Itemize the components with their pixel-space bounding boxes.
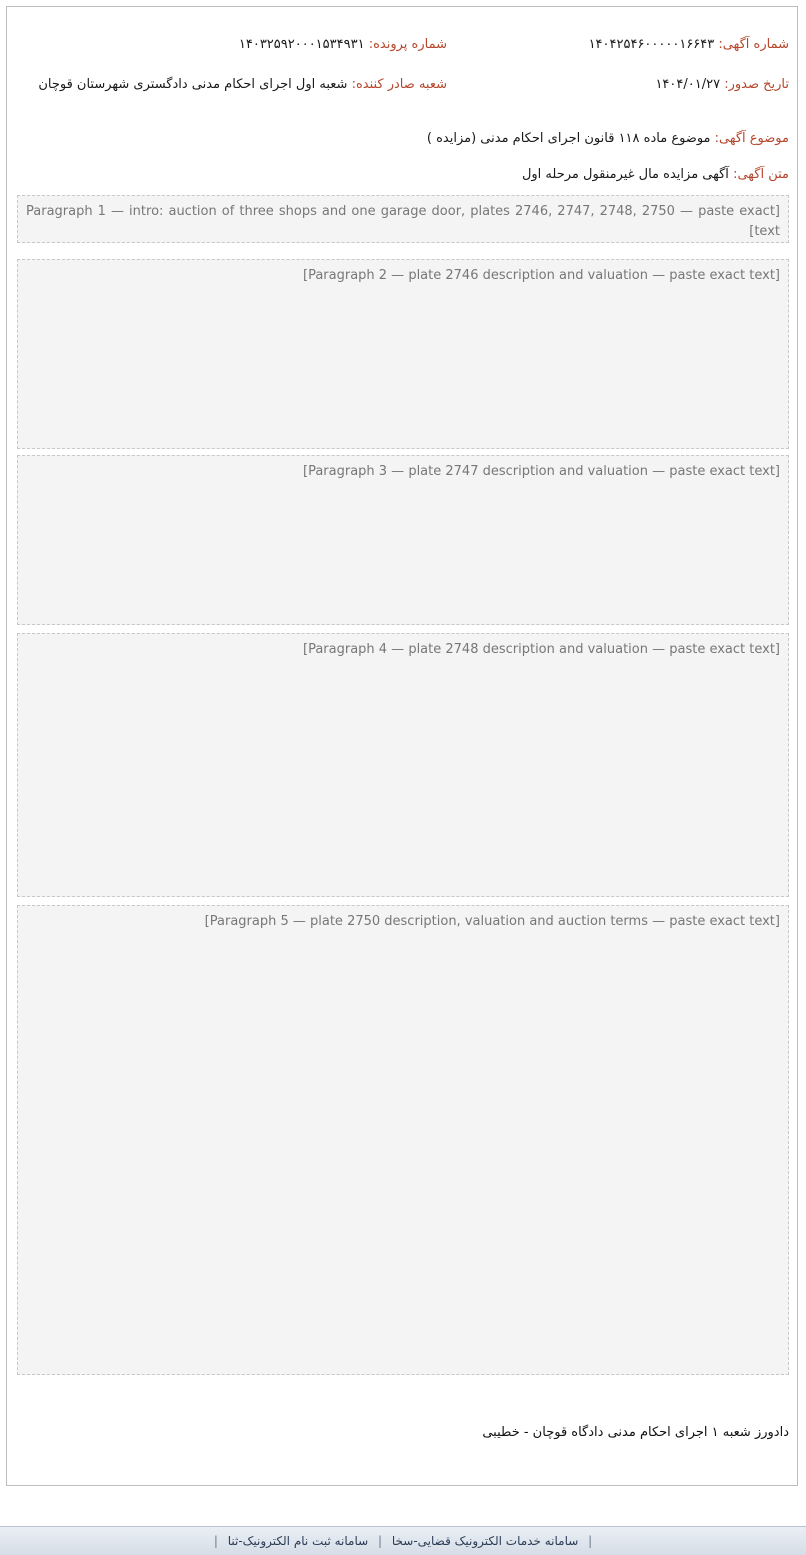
issue-date-row xyxy=(655,77,789,97)
file-number: ۱۴۰۳۲۵۹۲۰۰۰۱۵۳۴۹۳۱ xyxy=(238,37,365,52)
ad-number-row xyxy=(589,37,789,57)
paragraph-plate-2748: [Paragraph 4 — plate 2748 description and valuation — paste exact text] xyxy=(17,633,789,897)
subject-value: موضوع ماده ۱۱۸ قانون اجرای احکام مدنی (مزایده ) xyxy=(426,131,711,146)
footer-link-sana[interactable]: سامانه ثبت نام الکترونیک-ثنا xyxy=(227,1534,369,1548)
subject-label: موضوع آگهی: xyxy=(714,131,789,146)
ad-number: ۱۴۰۴۲۵۴۶۰۰۰۰۰۱۶۶۴۳ xyxy=(588,37,715,52)
ad-title-label: متن آگهی: xyxy=(733,167,789,182)
signature: دادورز شعبه ۱ اجرای احکام مدنی دادگاه قوچان - خطیبی xyxy=(482,1425,789,1440)
file-number-label: شماره پرونده: xyxy=(368,37,447,52)
paragraph-intro: [Paragraph 1 — intro: auction of three shops and one garage door, plates 2746, 2747, 2748, 2750 — paste exact text] xyxy=(17,195,789,243)
issue-date: ۱۴۰۴/۰۱/۲۷ xyxy=(655,77,721,92)
footer-link-sakha[interactable]: سامانه خدمات الکترونیک قضایی-سخا xyxy=(391,1534,579,1548)
issuer: شعبه اول اجرای احکام مدنی دادگستری شهرستان قوچان xyxy=(38,77,348,92)
paragraph-plate-2747: [Paragraph 3 — plate 2747 description and valuation — paste exact text] xyxy=(17,455,789,625)
paragraph-plate-2750-and-terms: [Paragraph 5 — plate 2750 description, valuation and auction terms — paste exact text] xyxy=(17,905,789,1375)
ad-title-row xyxy=(522,167,789,182)
paragraph-plate-2746: [Paragraph 2 — plate 2746 description and valuation — paste exact text] xyxy=(17,259,789,449)
issuer-row xyxy=(38,77,447,97)
footer-bar: | سامانه خدمات الکترونیک قضایی-سخا | سامانه ثبت نام الکترونیک-ثنا | xyxy=(0,1526,806,1555)
ad-title: آگهی مزایده مال غیرمنقول مرحله اول xyxy=(521,167,729,182)
ad-number-label: شماره آگهی: xyxy=(718,37,789,52)
subject-row xyxy=(427,131,789,146)
issue-date-label: تاریخ صدور: xyxy=(724,77,789,92)
ad-document xyxy=(6,6,798,1486)
issuer-label: شعبه صادر کننده: xyxy=(351,77,447,92)
file-number-row xyxy=(239,37,447,57)
